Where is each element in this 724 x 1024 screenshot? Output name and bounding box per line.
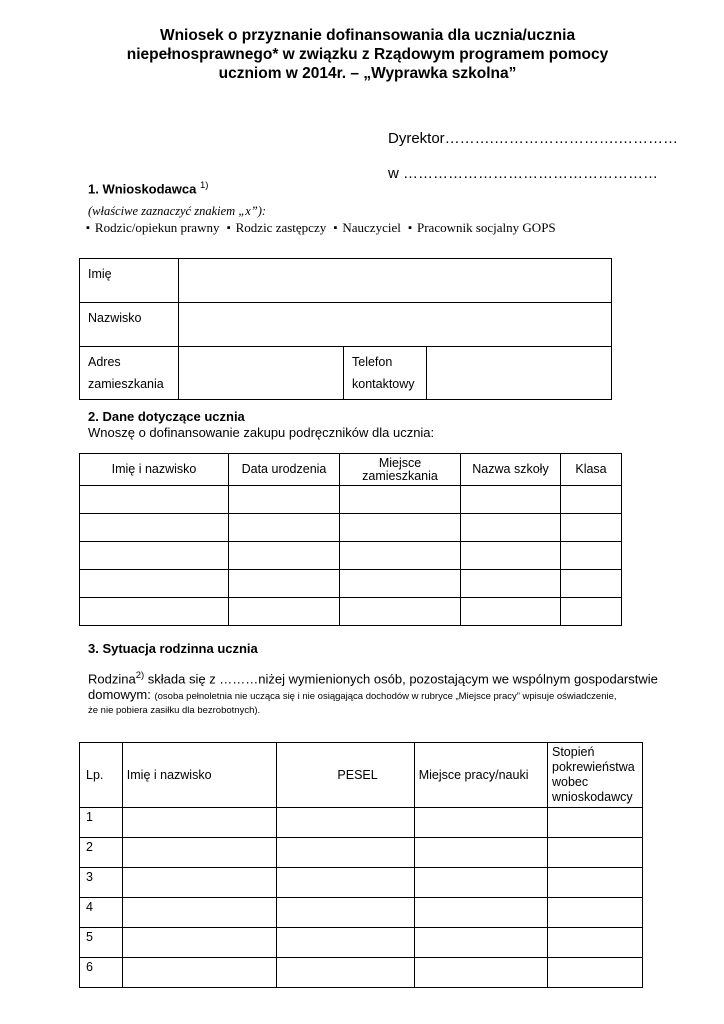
table-row bbox=[80, 808, 643, 838]
option-parent[interactable] bbox=[86, 220, 219, 236]
last-name-label: Nazwisko bbox=[80, 303, 179, 347]
last-name-input[interactable] bbox=[179, 303, 612, 347]
cell[interactable] bbox=[277, 868, 415, 898]
table-row bbox=[80, 570, 622, 598]
phone-label-line2: kontaktowy bbox=[352, 377, 415, 391]
col-pesel: PESEL bbox=[277, 743, 415, 808]
cell[interactable] bbox=[340, 542, 461, 570]
cell[interactable] bbox=[277, 838, 415, 868]
phone-label bbox=[344, 347, 427, 400]
cell[interactable] bbox=[340, 486, 461, 514]
director-field[interactable]: Dyrektor……….…………………….………… bbox=[388, 130, 679, 147]
col-relation bbox=[548, 743, 643, 808]
row-number: 6 bbox=[80, 958, 123, 988]
location-field[interactable]: w …………………………………………… bbox=[388, 165, 658, 182]
col-residence-text: Miejsce zamieszkania bbox=[362, 455, 438, 483]
section3-text bbox=[88, 668, 658, 717]
selection-hint: (właściwe zaznaczyć znakiem „x”): bbox=[88, 204, 267, 218]
address-label-line2: zamieszkania bbox=[88, 377, 164, 391]
cell[interactable] bbox=[80, 486, 229, 514]
option-label: Rodzic zastępczy bbox=[235, 220, 327, 235]
cell[interactable] bbox=[122, 928, 276, 958]
cell[interactable] bbox=[548, 928, 643, 958]
table-row bbox=[80, 958, 643, 988]
cell[interactable] bbox=[461, 598, 561, 626]
document-title bbox=[80, 26, 655, 83]
cell[interactable] bbox=[414, 838, 547, 868]
row-number: 4 bbox=[80, 898, 123, 928]
section2-subheading: Wnoszę o dofinansowanie zakupu podręczników dla ucznia: bbox=[88, 425, 435, 440]
table-row bbox=[80, 868, 643, 898]
cell[interactable] bbox=[122, 898, 276, 928]
title-line-1: Wniosek o przyznanie dofinansowania dla ucznia/ucznia bbox=[159, 27, 576, 44]
cell[interactable] bbox=[277, 958, 415, 988]
col-workplace: Miejsce pracy/nauki bbox=[414, 743, 547, 808]
phone-input[interactable] bbox=[427, 347, 612, 400]
address-label bbox=[80, 347, 179, 400]
cell[interactable] bbox=[229, 486, 340, 514]
cell[interactable] bbox=[340, 514, 461, 542]
option-label: Rodzic/opiekun prawny bbox=[94, 220, 220, 235]
cell[interactable] bbox=[122, 868, 276, 898]
section3-text-start: Rodzina bbox=[88, 671, 136, 687]
cell[interactable] bbox=[122, 808, 276, 838]
cell[interactable] bbox=[414, 868, 547, 898]
cell[interactable] bbox=[548, 838, 643, 868]
cell[interactable] bbox=[414, 928, 547, 958]
cell[interactable] bbox=[414, 958, 547, 988]
cell[interactable] bbox=[340, 598, 461, 626]
option-label: Nauczyciel bbox=[342, 220, 401, 235]
address-input[interactable] bbox=[179, 347, 344, 400]
student-table bbox=[79, 453, 622, 626]
col-lp: Lp. bbox=[80, 743, 123, 808]
option-social-worker[interactable] bbox=[408, 220, 556, 236]
col-name: Imię i nazwisko bbox=[80, 454, 229, 486]
cell[interactable] bbox=[561, 570, 622, 598]
cell[interactable] bbox=[548, 958, 643, 988]
cell[interactable] bbox=[414, 898, 547, 928]
applicant-table bbox=[79, 258, 612, 400]
table-row bbox=[80, 838, 643, 868]
title-line-3: uczniom w 2014r. – „Wyprawka szkolna” bbox=[218, 65, 517, 82]
col-full-name: Imię i nazwisko bbox=[122, 743, 276, 808]
cell[interactable] bbox=[229, 570, 340, 598]
cell[interactable] bbox=[461, 486, 561, 514]
cell[interactable] bbox=[548, 898, 643, 928]
cell[interactable] bbox=[340, 570, 461, 598]
col-school: Nazwa szkoły bbox=[461, 454, 561, 486]
row-number: 2 bbox=[80, 838, 123, 868]
option-teacher[interactable] bbox=[333, 220, 400, 236]
table-row bbox=[80, 898, 643, 928]
option-foster-parent[interactable] bbox=[227, 220, 327, 236]
section1-heading bbox=[88, 180, 208, 196]
cell[interactable] bbox=[229, 514, 340, 542]
section1-heading-text: 1. Wnioskodawca bbox=[88, 181, 197, 197]
cell[interactable] bbox=[561, 598, 622, 626]
section3-note2: że nie pobiera zasiłku dla bezrobotnych). bbox=[88, 705, 261, 717]
cell[interactable] bbox=[80, 514, 229, 542]
cell[interactable] bbox=[414, 808, 547, 838]
cell[interactable] bbox=[548, 868, 643, 898]
cell[interactable] bbox=[122, 838, 276, 868]
cell[interactable] bbox=[561, 514, 622, 542]
cell[interactable] bbox=[80, 570, 229, 598]
cell[interactable] bbox=[277, 928, 415, 958]
row-number: 3 bbox=[80, 868, 123, 898]
cell[interactable] bbox=[80, 542, 229, 570]
bullet-icon: ▪ bbox=[408, 222, 412, 234]
cell[interactable] bbox=[277, 898, 415, 928]
table-row bbox=[80, 542, 622, 570]
cell[interactable] bbox=[461, 542, 561, 570]
col-residence bbox=[340, 454, 461, 486]
row-number: 5 bbox=[80, 928, 123, 958]
first-name-input[interactable] bbox=[179, 259, 612, 303]
section3-text-line2: domowym: bbox=[88, 687, 151, 703]
cell[interactable] bbox=[561, 542, 622, 570]
bullet-icon: ▪ bbox=[226, 222, 231, 234]
applicant-type-options bbox=[86, 220, 560, 236]
cell[interactable] bbox=[461, 514, 561, 542]
section3-text-rest: składa się z ………niżej wymienionych osób, pozostającym we wspólnym gospodarstwie bbox=[144, 671, 658, 687]
bullet-icon: ▪ bbox=[333, 222, 338, 234]
section3-note: (osoba pełnoletnia nie ucząca się i nie osiągająca dochodów w rubryce „Miejsce pracy” wpisuje oświadczenie, bbox=[154, 691, 617, 703]
cell[interactable] bbox=[277, 808, 415, 838]
family-table bbox=[79, 742, 643, 988]
cell[interactable] bbox=[561, 486, 622, 514]
table-row bbox=[80, 514, 622, 542]
table-row bbox=[80, 928, 643, 958]
phone-label-line1: Telefon bbox=[352, 355, 393, 369]
first-name-label: Imię bbox=[80, 259, 179, 303]
option-label: Pracownik socjalny GOPS bbox=[417, 220, 556, 235]
cell[interactable] bbox=[229, 598, 340, 626]
section3-heading: 3. Sytuacja rodzinna ucznia bbox=[88, 641, 258, 656]
cell[interactable] bbox=[229, 542, 340, 570]
col-class: Klasa bbox=[561, 454, 622, 486]
table-row bbox=[80, 486, 622, 514]
address-label-line1: Adres bbox=[88, 355, 121, 369]
col-relation-text: Stopień pokrewieństwa wobec wnioskodawcy bbox=[552, 745, 635, 804]
cell[interactable] bbox=[80, 598, 229, 626]
title-line-2: niepełnosprawnego* w związku z Rządowym programem pomocy bbox=[126, 46, 609, 63]
cell[interactable] bbox=[548, 808, 643, 838]
section1-footnote: 1) bbox=[200, 180, 209, 191]
section2-heading: 2. Dane dotyczące ucznia bbox=[88, 409, 245, 424]
table-row bbox=[80, 598, 622, 626]
cell[interactable] bbox=[122, 958, 276, 988]
section3-footnote: 2) bbox=[135, 670, 145, 681]
cell[interactable] bbox=[461, 570, 561, 598]
col-birth-date: Data urodzenia bbox=[229, 454, 340, 486]
row-number: 1 bbox=[80, 808, 123, 838]
bullet-icon: ▪ bbox=[86, 222, 90, 234]
